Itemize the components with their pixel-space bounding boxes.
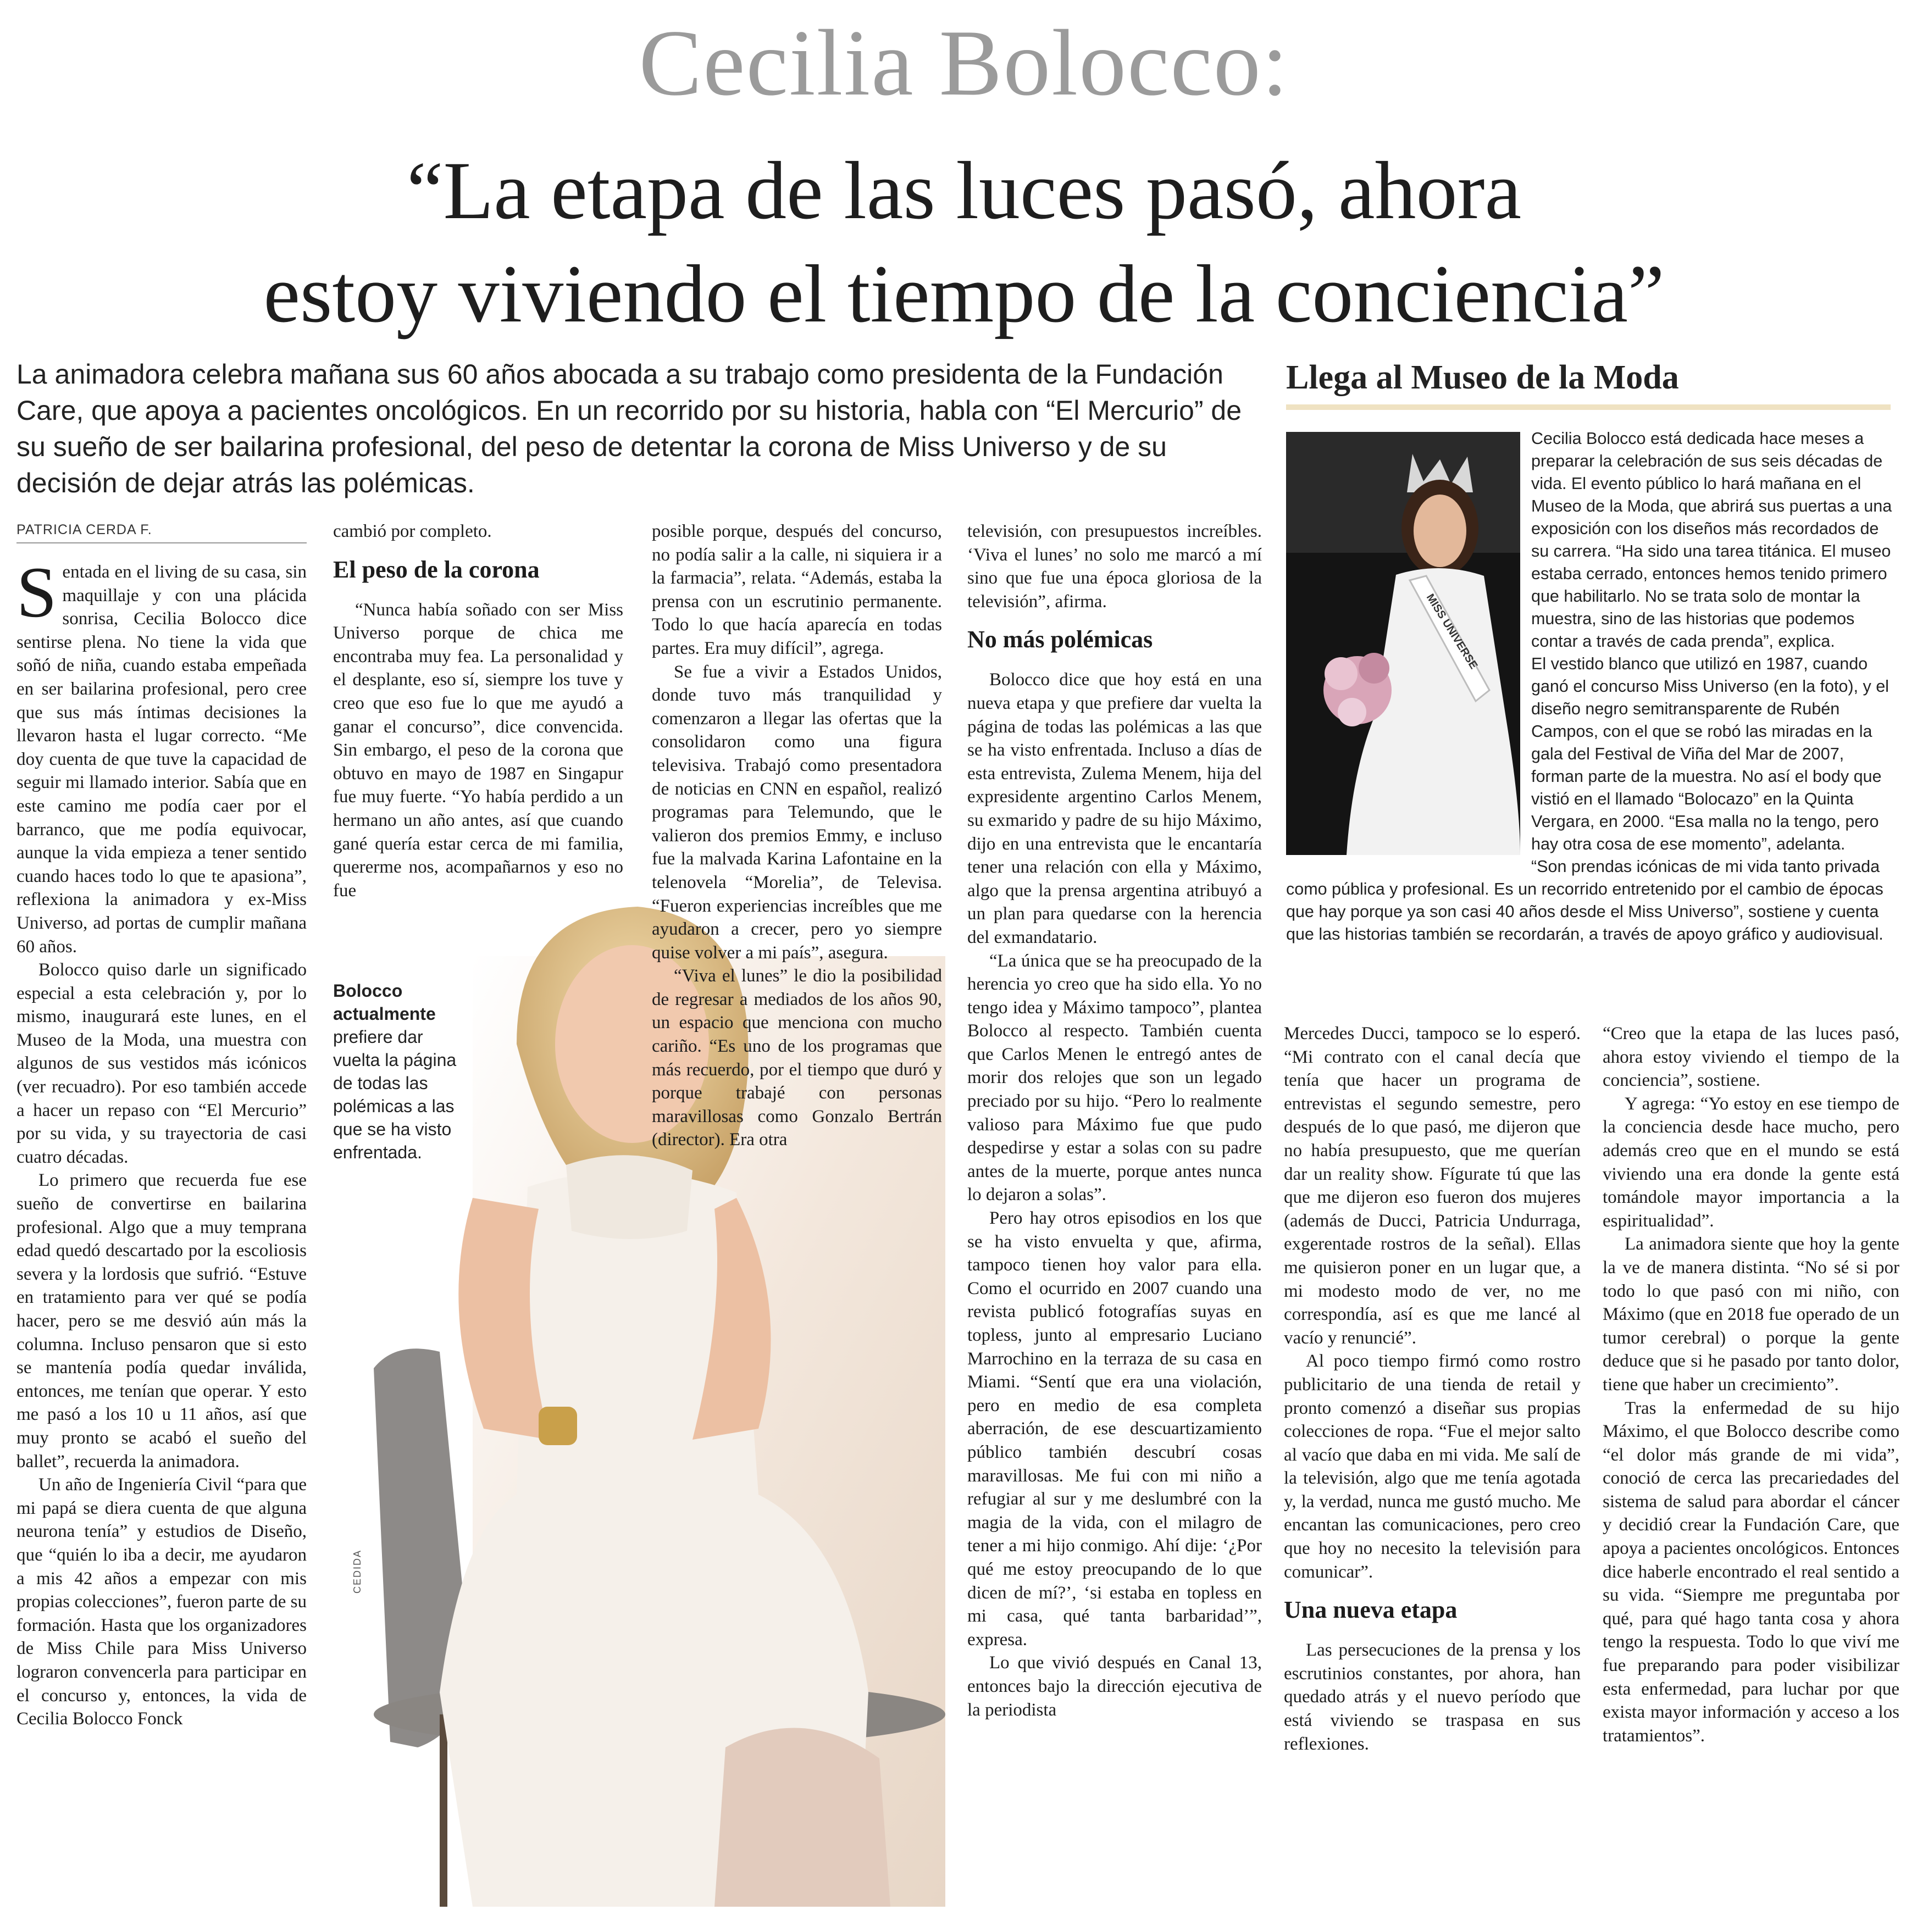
sidebar-rule — [1286, 404, 1891, 410]
section-heading: No más polémicas — [967, 626, 1153, 653]
section-heading: Una nueva etapa — [1284, 1596, 1458, 1624]
sidebar-text — [1286, 428, 1896, 946]
paragraph: “Nunca había soñado con ser Miss Universo porque de chica me encontraba muy fea. La personalidad y el desplante, eso sí, siempre los tuve y creo que eso fue lo que me ayudó a ganar el concurso”, dice convencida. Sin embargo, el peso de la corona que obtuvo en mayo de 1987 en Singapur fue muy fuerte. “Yo había perdido a un hermano un año antes, así que cuando gané quería estar cerca de mi familia, quererme nos, acompañarnos y eso no fue — [333, 599, 623, 901]
article-column-2 — [333, 520, 623, 970]
paragraph: posible porque, después del concurso, no podía salir a la calle, ni siquiera ir a la farmacia”, relata. “Además, estaba la prensa con un escrutinio permanente. Todo lo que hacía aparecía en todas partes. Era muy difícil”, agrega. — [652, 521, 942, 658]
sidebar-paragraph: “Son prendas icónicas de mi vida tanto privada como pública y profesional. Es un recorrido entretenido por el cambio de épocas que hay porque ya son casi 40 años desde el Miss Universo”, sostiene y cuenta que las historias también se recordarán, a través de apoyo gráfico y audiovisual. — [1286, 857, 1883, 943]
photo-caption — [333, 979, 470, 1164]
paragraph: “La única que se ha preocupado de la herencia yo creo que ha sido ella. Yo no tengo idea y Máximo tampoco”, plantea Bolocco al respecto. También cuenta que Carlos Menen le entregó antes de morir dos relojes que son un legado preciado por su hijo. “Pero lo realmente valioso para Máximo fue que pudo despedirse y estar a solas con su padre antes de la muerte, porque antes nunca lo dejaron a solas”. — [967, 951, 1262, 1205]
caption-lead: Bolocco actualmente — [333, 981, 436, 1024]
paragraph: Pero hay otros episodios en los que se ha visto envuelta y que, afirma, tampoco tienen hoy valor para ella. Como el ocurrido en 2007 cuando una revista publicó fotografías suyas en topless, junto al empresario Luciano Marrochino en la terraza de su casa en Miami. “Sentí que era una violación, pero en medio de esa completa aberración, de ese descuartizamiento público también descubrí cosas maravillosas. Me fui con mi niño a refugiar al sur y me deslumbré con la magia de la vida, con el milagro de tener a mi hijo conmigo. Ahí dije: ‘¿Por qué me estoy preocupando de lo que dicen de mí?’, ‘si estaba en topless en mi casa, qué tanta barbaridad’”, expresa. — [967, 1208, 1262, 1650]
article-column-5 — [1284, 1022, 1581, 1912]
deck-summary: La animadora celebra mañana sus 60 años abocada a su trabajo como presidenta de la Fundación Care, que apoya a pacientes oncológicos. En un recorrido por su historia, habla con “El Mercurio” de su sueño de ser bailarina profesional, del peso de detentar la corona de Miss Universo y de su decisión de dejar atrás las polémicas. — [16, 359, 1242, 498]
paragraph: Y agrega: “Yo estoy en ese tiempo de la conciencia desde hace mucho, pero además creo que en el mundo se está viviendo una era donde la gente está tomándole mayor importancia a la espiritualidad”. — [1603, 1093, 1899, 1231]
paragraph: “Viva el lunes” le dio la posibilidad de regresar a mediados de los años 90, un espacio que menciona con mucho cariño. “Es uno de los programas que más recuerdo, por el tiempo que duró y porque trabajé con personas maravillosas como Gonzalo Bertrán (director). Era otra — [652, 966, 942, 1150]
photo-spacer — [1286, 428, 1531, 856]
sash-text: MISS UNIVERSE — [1423, 591, 1480, 671]
paragraph: Tras la enfermedad de su hijo Máximo, el que Bolocco describe como “el dolor más grande de mi vida”, conoció de cerca las precariedades del sistema de salud para abordar el cáncer y decidió crear la Fundación Care, que apoya a pacientes oncológicos. Entonces dice haberle encontrado el real sentido a su vida. “Siempre me preguntaba por qué, para qué hago tanta cosa y ahora tengo la respuesta. Todo lo que viví me fue preparando para poder visibilizar esta enfermedad, para luchar por que exista mayor información y acceso a los tratamientos”. — [1603, 1398, 1899, 1746]
section-heading: El peso de la corona — [333, 556, 540, 583]
article-column-4 — [967, 520, 1262, 1894]
paragraph: cambió por completo. — [333, 521, 492, 541]
paragraph: Lo que vivió después en Canal 13, entonces bajo la dirección ejecutiva de la periodista — [967, 1653, 1262, 1720]
paragraph: Un año de Ingeniería Civil “para que mi papá se diera cuenta de que alguna neurona tenía” y estudios de Diseño, que “quién lo iba a decir, me ayudaron a mis 42 años a empezar con mis propias colecciones”, fueron parte de su formación. Hasta que los organizadores de Miss Chile para Miss Universo lograron convencerla para participar en el concurso y, entonces, la vida de Cecilia Bolocco Fonck — [16, 1475, 307, 1729]
byline: PATRICIA CERDA F. — [16, 522, 307, 543]
sidebar-paragraph: Cecilia Bolocco está dedicada hace meses a preparar la celebración de sus seis décadas de vida. El evento público lo hará mañana en el Museo de la Moda, que abrirá sus puertas a una exposición con los diseños más recordados de su carrera. “Ha sido una tarea titánica. El museo estaba cerrado, entonces hemos tenido primero que habilitarlo. No se trata solo de montar la muestra, sino de las historias que podemos contar a través de cada prenda”, explica. — [1531, 429, 1892, 651]
headline-line-1: “La etapa de las luces pasó, ahora — [406, 145, 1522, 236]
headline-line-2: estoy viviendo el tiempo de la conciencia” — [263, 248, 1665, 340]
caption-text: prefiere dar vuelta la página de todas las polémicas a las que se ha visto enfrentada. — [333, 1027, 457, 1162]
paragraph: Al poco tiempo firmó como rostro publicitario de una tienda de retail y pronto comenzó a diseñar sus propias colecciones de ropa. “Fue el mejor salto al vacío que daba en mi vida. Me salí de la televisión, algo que me tenía agotada y, la verdad, nunca me gustó mucho. Me encantan las comunicaciones, pero creo que hoy no necesito la televisión para comunicar”. — [1284, 1351, 1581, 1582]
photo-credit: CEDIDA — [352, 1549, 363, 1594]
paragraph: Lo primero que recuerda fue ese sueño de convertirse en bailarina profesional. Algo que a muy temprana edad quedó descartado por la escoliosis severa y la lordosis que sufrió. “Estuve en tratamiento para ver qué se podía hacer, pero se me desvió aún más la columna. Incluso pensaron que si esto se mantenía podía quedar inválida, entonces, me tenían que operar. Y esto me pasó a los 10 u 11 años, así que muy pronto se acabó el sueño del ballet”, recuerda la animadora. — [16, 1170, 307, 1472]
paragraph: La animadora siente que hoy la gente la ve de manera distinta. “No sé si por todo lo que pasó con mi niño, con Máximo (que en 2018 fue operado de un tumor cerebral) o porque la gente deduce que si he pasado por tanto dolor, tiene que haber un crecimiento”. — [1603, 1234, 1899, 1395]
sidebar-paragraph: El vestido blanco que utilizó en 1987, cuando ganó el concurso Miss Universo (en la foto), y el diseño negro semitransparente de Rubén Campos, con el que se robó las miradas en la gala del Festival de Viña del Mar de 2007, forman parte de la muestra. No así el body que vistió en el llamado “Bolocazo” en la Quinta Vergara, en 2000. “Esa malla no la tengo, pero hay otra cosa de ese momento”, adelanta. — [1531, 654, 1889, 853]
kicker-title: Cecilia Bolocco: — [639, 11, 1289, 115]
paragraph: “Creo que la etapa de las luces pasó, ahora estoy viviendo el tiempo de la conciencia”, sostiene. — [1603, 1024, 1899, 1091]
sidebar-title: Llega al Museo de la Moda — [1286, 359, 1679, 396]
article-column-3 — [652, 520, 942, 1150]
paragraph: Mercedes Ducci, tampoco se lo esperó. “Mi contrato con el canal decía que tenía que hacer un programa de entrevistas el segundo semestre, pero después de lo que pasó, me dijeron que no había presupuesto, que me querían dar un reality show. Fígurate tú que las que me dijeron eso fueron dos mujeres (además de Ducci, Patricia Undurraga, exgerentade rostros de la señal). Ellas me quisieron poner en un lugar que, a mi modesto modo de ver, no me correspondía, así es que me lancé al vacío y renuncié”. — [1284, 1024, 1581, 1348]
article-column-1 — [16, 552, 307, 1912]
paragraph: Se fue a vivir a Estados Unidos, donde tuvo más tranquilidad y comenzaron a llegar las ofertas que la consolidaron como una figura televisiva. Trabajó como presentadora de noticias en CNN en español, realizó programas para Telemundo, que le valieron dos premios Emmy, e incluso fue la malvada Karina Lafontaine en la telenovela “Morelia”, de Televisa. “Fueron experiencias increíbles que me ayudaron a crecer, pero yo siempre quise volver a mi país”, asegura. — [652, 662, 942, 963]
paragraph: Bolocco dice que hoy está en una nueva etapa y que prefiere dar vuelta la página de todas las polémicas a las que se ha visto enfrentada. Incluso a días de esta entrevista, Zulema Menem, hija del expresidente argentino Carlos Menem, su exmarido y padre de su hijo Máximo, dijo en una entrevista que le encantaría tener una relación con ella y Máximo, algo que la prensa argentina atribuyó a un plan para quedarse con la herencia del exmandatario. — [967, 670, 1262, 947]
paragraph: televisión, con presupuestos increíbles. ‘Viva el lunes’ no solo me marcó a mí sino que fue una época gloriosa de la televisión”, afirma. — [967, 521, 1262, 612]
article-column-6 — [1603, 1022, 1899, 1912]
paragraph: Bolocco quiso darle un significado especial a esta celebración y, por lo mismo, inaugurará este lunes, en el Museo de la Moda, una muestra con algunos de sus vestidos más icónicos (ver recuadro). Por eso también accede a hacer un repaso con “El Mercurio” por su vida, y su trayectoria de casi cuatro décadas. — [16, 960, 307, 1167]
paragraph: Las persecuciones de la prensa y los escrutinios constantes, por ahora, han quedado atrás y el nuevo período que está viviendo se traspasa en sus reflexiones. — [1284, 1640, 1581, 1754]
paragraph: Sentada en el living de su casa, sin maquillaje y con una plácida sonrisa, Cecilia Bolocco dice sentirse plena. No tiene la vida que soñó de niña, cuando estaba empeñada en ser bailarina profesional, pero cree que sus más íntimas decisiones la llevaron hasta el lugar correcto. “Me doy cuenta de que tuve la capacidad de seguir mi llamado interior. Sabía que en este camino me podía caer por el barranco, que me podía equivocar, aunque la vida empieza a tener sentido cuando haces todo lo que te apasiona”, reflexiona la animadora y ex-Miss Universo, ad portas de cumplir mañana 60 años. — [16, 552, 307, 957]
drop-cap: S — [16, 552, 57, 632]
